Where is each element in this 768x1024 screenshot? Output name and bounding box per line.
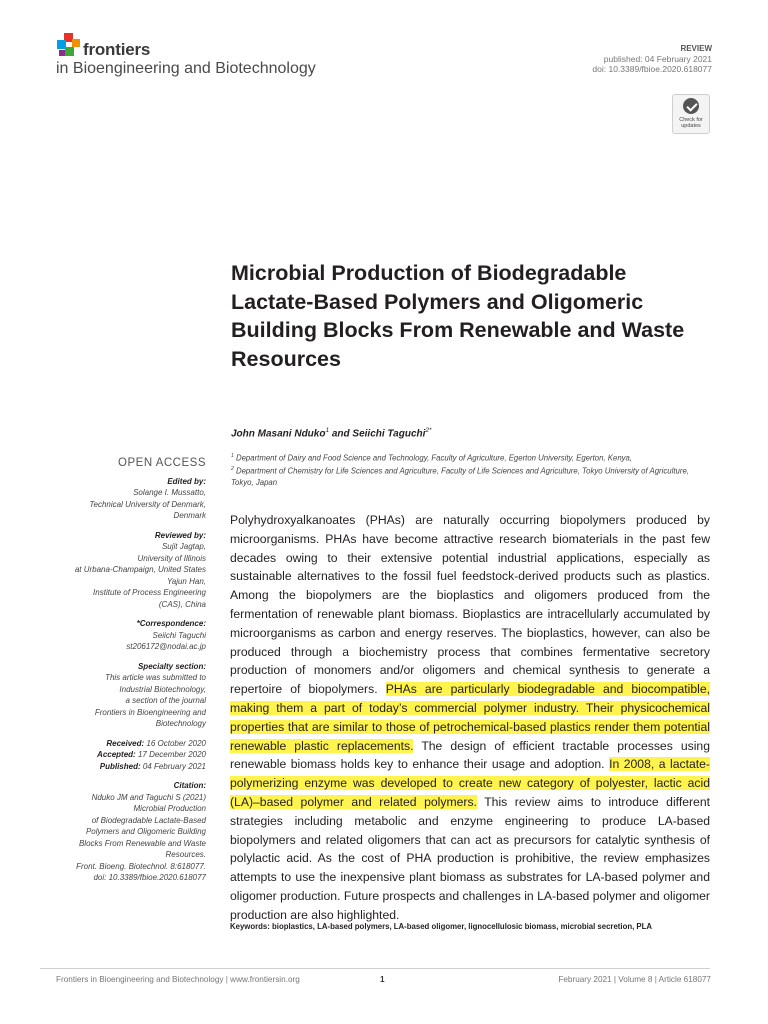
article-meta — [592, 44, 712, 74]
editor-line: Denmark — [173, 511, 206, 520]
editor-line[interactable]: Solange I. Mussatto, — [133, 488, 206, 497]
article-type: REVIEW — [680, 44, 712, 53]
open-access-label: OPEN ACCESS — [118, 457, 206, 469]
received-label: Received: — [106, 738, 145, 748]
keywords — [230, 922, 710, 931]
brand-name: frontiers — [83, 40, 151, 59]
citation-line: Blocks From Renewable and Waste — [78, 838, 206, 848]
author-affiliation-marker: 2* — [425, 427, 432, 434]
affiliation-number: 1 — [231, 453, 234, 459]
citation-heading: Citation: — [173, 781, 206, 790]
check-updates-icon — [683, 98, 699, 114]
check-updates-label: Check for updates — [679, 117, 703, 129]
footer-issue-info: February 2021 | Volume 8 | Article 618077 — [558, 975, 711, 984]
specialty-line: Frontiers in Bioengineering and — [94, 707, 206, 717]
citation-line: Nduko JM and Taguchi S (2021) — [91, 792, 206, 802]
affiliation-item — [231, 464, 701, 489]
affiliation-text: Department of Chemistry for Life Sciences and Agriculture, Faculty of Life Sciences and Agriculture, Tokyo University of Agriculture, Tokyo, Japan — [231, 466, 689, 488]
reviewer-line: at Urbana-Champaign, United States — [74, 565, 206, 574]
article-title: Microbial Production of Biodegradable Lactate-Based Polymers and Oligomeric Building Blocks From Renewable and Waste Resources — [231, 261, 685, 371]
citation-doi-link[interactable]: doi: 10.3389/fbioe.2020.618077 — [93, 873, 206, 882]
footer-journal-link[interactable]: Frontiers in Bioengineering and Biotechnology | www.frontiersin.org — [56, 975, 300, 984]
author-name[interactable]: Seiichi Taguchi — [352, 428, 426, 440]
affiliation-number: 2 — [231, 466, 234, 473]
article-sidebar — [40, 458, 206, 884]
check-for-updates-button[interactable] — [672, 94, 710, 134]
accepted-date — [40, 749, 206, 761]
affiliation-text: Department of Dairy and Food Science and Technology, Faculty of Agriculture, Egerton University, Egerton, Kenya, — [233, 453, 633, 463]
specialty-line: Biotechnology — [155, 719, 206, 728]
accepted-label: Accepted: — [97, 750, 136, 759]
published-date: published: 04 February 2021 — [603, 54, 712, 64]
authors — [231, 427, 432, 439]
specialty-line: a section of the journal — [125, 696, 206, 705]
highlighted-text: PHAs are particularly biodegradable and biocompatible, making them a part of today’s commercial polymer industry. Their physicochemical properties that are similar to those of petrochemical-based plastics render them potential renewable plastic replacements. — [230, 682, 710, 753]
citation-line: Microbial Production — [133, 804, 206, 813]
reviewer-line: Institute of Process Engineering — [93, 588, 206, 597]
correspondence-email-link[interactable]: st206172@nodai.ac.jp — [126, 642, 206, 651]
author-affiliation-marker: 1 — [325, 427, 330, 434]
affiliation-item — [231, 451, 701, 464]
author-name[interactable]: John Masani Nduko — [231, 428, 326, 440]
received-date — [40, 738, 206, 750]
keywords-label: Keywords: — [230, 922, 270, 931]
correspondence-name: Seiichi Taguchi — [152, 630, 206, 640]
citation-line: of Biodegradable Lactate-Based — [91, 815, 206, 825]
specialty-section-heading: Specialty section: — [137, 661, 206, 671]
specialty-line: This article was submitted to — [105, 673, 206, 682]
reviewer-line[interactable]: Yajun Han, — [167, 576, 206, 586]
correspondence-heading: *Correspondence: — [136, 619, 206, 628]
citation-line: Resources. — [165, 850, 206, 859]
specialty-line: Industrial Biotechnology, — [119, 684, 206, 694]
published-value: 04 February 2021 — [140, 761, 206, 771]
citation-line: Front. Bioeng. Biotechnol. 8:618077. — [76, 861, 206, 871]
journal-name: in Bioengineering and Biotechnology — [56, 60, 316, 77]
abstract — [230, 511, 710, 925]
editor-line: Technical University of Denmark, — [89, 499, 206, 509]
page-number: 1 — [380, 975, 385, 984]
reviewer-line: (CAS), China — [158, 599, 206, 609]
reviewer-line[interactable]: Sujit Jagtap, — [161, 542, 206, 551]
highlighted-text: In 2008, a lactate-polymerizing enzyme was developed to create new category of polyester, lactic acid (LA)–based polymer and related polymers. — [230, 757, 710, 809]
reviewer-line: University of Illinois — [137, 553, 206, 563]
author-connector: and — [329, 428, 353, 440]
abstract-text: Polyhydroxyalkanoates (PHAs) are naturally occurring biopolymers produced by microorganisms. PHAs have become attractive research biomaterials in the past few decades owing to their extensive potential industrial applications, especially as sustainable alternatives to the fossil fuel feedstock-derived products such as plastics. Among the biopolymers are the bioplastics and oligomers produced from the fermentation of renewable plant biomass. Bioplastics are intracellularly accumulated by microorganisms as carbon and energy reserves. The bioplastics, however, can also be produced through a biochemistry process that combines fermentative secretory production of monomers and/or oligomers and chemical synthesis to generate a repertoire of biopolymers. — [230, 513, 710, 697]
doi: doi: 10.3389/fbioe.2020.618077 — [592, 64, 712, 74]
frontiers-logo-icon — [55, 33, 81, 59]
keywords-list: bioplastics, LA-based polymers, LA-based oligomer, lignocellulosic biomass, microbial secretion, PLA — [269, 922, 653, 931]
abstract-text: The design of efficient tractable processes using renewable biomass holds key to enhance their usage and adoption. — [230, 738, 710, 772]
published-date-sidebar — [40, 761, 206, 773]
affiliations — [231, 451, 701, 489]
abstract-text: This review aims to introduce different strategies including metabolic and enzyme engineering to produce LA-based biopolymers and related oligomers that can act as precursors for catalytic synthesis of polylactic acid. As the cost of PHA production is prohibitive, the review emphasizes attempts to use the inexpensive plant biomass as substrates for LA-based polymer and oligomer production. Future prospects and challenges in LA-based polymer and oligomer production are also highlighted. — [230, 794, 710, 922]
edited-by-heading: Edited by: — [167, 476, 206, 486]
received-value: 16 October 2020 — [144, 738, 206, 748]
accepted-value: 17 December 2020 — [135, 750, 206, 759]
citation-line: Polymers and Oligomeric Building — [85, 827, 206, 836]
reviewed-by-heading: Reviewed by: — [154, 530, 206, 540]
footer-divider — [40, 968, 710, 969]
published-label: Published: — [99, 761, 141, 771]
